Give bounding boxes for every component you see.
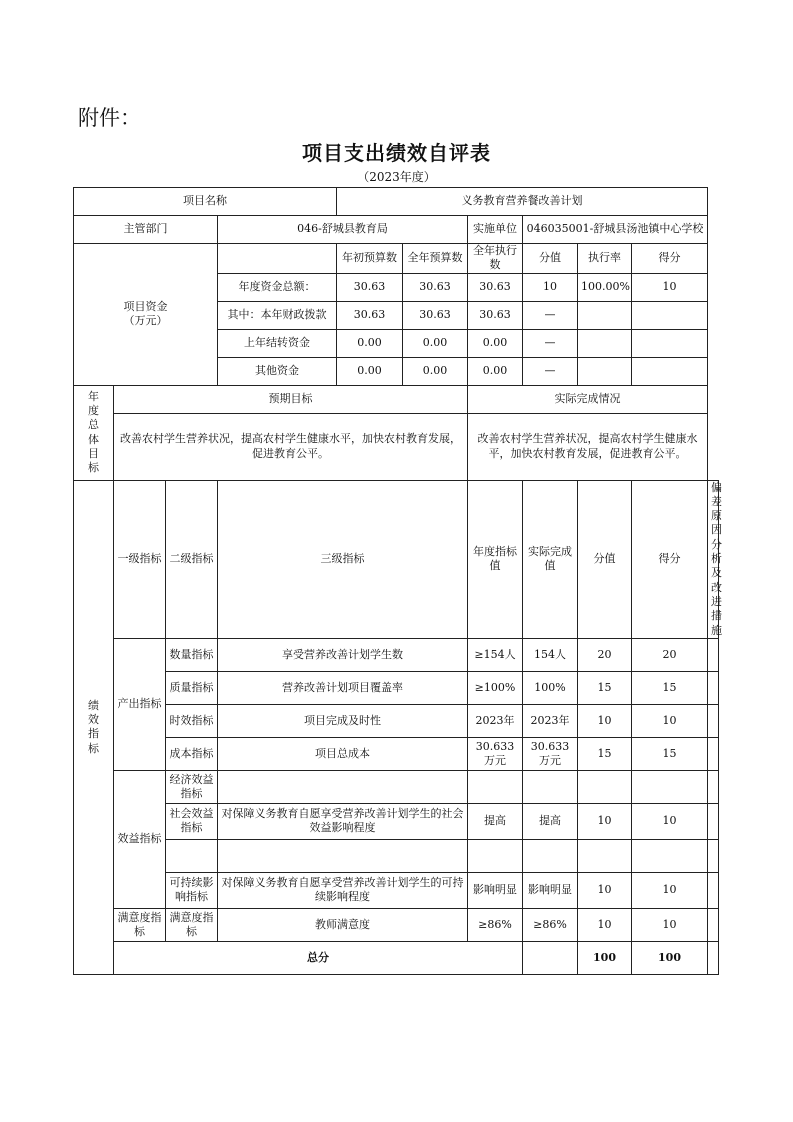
funds-cell: 30.63 [403,273,468,301]
score-value-cell: 10 [578,704,632,737]
note-cell [708,839,719,872]
goals-header-row [74,385,719,413]
actual-cell: 提高 [523,803,578,839]
funds-header: 全年预算数 [403,244,468,274]
document-year: （2023年度） [357,170,436,184]
project-name-row [74,188,719,216]
funds-row-label: 其他资金 [218,357,337,385]
funds-cell: 0.00 [403,357,468,385]
total-score: 100 [632,941,708,974]
score-value-cell: 10 [578,908,632,941]
funds-cell: — [523,301,578,329]
funds-cell: 0.00 [337,329,403,357]
funds-cell: — [523,329,578,357]
benefit-row-social [74,803,719,839]
actual-cell: 100% [523,671,578,704]
target-cell [468,839,523,872]
total-score-value: 100 [578,941,632,974]
indicator-header: 得分 [632,480,708,638]
target-cell: 提高 [468,803,523,839]
department-row [74,216,719,244]
total-actual [523,941,578,974]
output-row-timeliness [74,704,719,737]
funds-label-line1: 项目资金 [123,300,168,313]
indicator-header: 偏差原因分析及改进措施 [708,480,719,638]
score-cell: 10 [632,908,708,941]
benefit-row-sustainable [74,872,719,908]
funds-cell: 0.00 [468,357,523,385]
funds-cell: 30.63 [337,301,403,329]
funds-cell: 0.00 [337,357,403,385]
funds-cell: 30.63 [468,273,523,301]
funds-cell [578,329,632,357]
goals-side-label [74,385,114,480]
funds-cell: 0.00 [468,329,523,357]
output-row-cost [74,737,719,770]
target-cell: ≥154人 [468,638,523,671]
indicators-side-label-text: 绩效指标 [88,698,99,755]
level2-cell: 满意度指标 [166,908,218,941]
level2-cell: 可持续影响指标 [166,872,218,908]
total-note [708,941,719,974]
funds-header: 全年执行数 [468,244,523,274]
note-cell [708,671,719,704]
level3-cell: 享受营养改善计划学生数 [218,638,468,671]
actual-cell: 2023年 [523,704,578,737]
score-value-cell: 20 [578,638,632,671]
implementing-unit-label: 实施单位 [468,216,523,244]
funds-cell: 10 [632,273,708,301]
level3-cell [218,770,468,803]
benefit-indicator-label: 效益指标 [114,770,166,908]
funds-cell: — [523,357,578,385]
indicator-header: 三级指标 [218,480,468,638]
target-cell: 影响明显 [468,872,523,908]
actual-cell: 30.633万元 [523,737,578,770]
score-value-cell [578,839,632,872]
funds-cell: 30.63 [403,301,468,329]
level2-cell [166,839,218,872]
satisfaction-row [74,908,719,941]
level3-cell [218,839,468,872]
implementing-unit-value: 046035001-舒城县汤池镇中心学校 [523,216,708,244]
project-name-value: 义务教育营养餐改善计划 [337,188,708,216]
target-cell: ≥100% [468,671,523,704]
target-cell: 30.633万元 [468,737,523,770]
funds-cell: 0.00 [403,329,468,357]
score-value-cell: 15 [578,671,632,704]
indicator-header: 年度指标值 [468,480,523,638]
level2-cell: 成本指标 [166,737,218,770]
department-value: 046-舒城县教育局 [218,216,468,244]
indicator-header: 一级指标 [114,480,166,638]
funds-header: 得分 [632,244,708,274]
funds-label-line2: （万元） [123,314,168,328]
note-cell [708,908,719,941]
level3-cell: 对保障义务教育自愿享受营养改善计划学生的社会效益影响程度 [218,803,468,839]
score-cell: 10 [632,803,708,839]
level2-cell: 经济效益指标 [166,770,218,803]
document-title: 项目支出绩效自评表 [302,141,491,165]
benefit-row-economic [74,770,719,803]
note-cell [708,704,719,737]
funds-cell [578,357,632,385]
level3-cell: 营养改善计划项目覆盖率 [218,671,468,704]
project-name-label: 项目名称 [74,188,337,216]
indicator-header: 二级指标 [166,480,218,638]
actual-goal-text: 改善农村学生营养状况，提高农村学生健康水平，加快农村教育发展，促进教育公平。 [468,413,708,480]
expected-goal-text: 改善农村学生营养状况，提高农村学生健康水平，加快农村教育发展，促进教育公平。 [114,413,468,480]
attachment-label: 附件： [78,106,141,130]
output-row-quality [74,671,719,704]
score-value-cell [578,770,632,803]
funds-cell: 10 [523,273,578,301]
actual-goal-header: 实际完成情况 [468,385,708,413]
funds-header-blank [218,244,337,274]
total-label: 总分 [114,941,523,974]
score-value-cell: 10 [578,803,632,839]
actual-cell [523,770,578,803]
score-cell: 15 [632,671,708,704]
expected-goal-header: 预期目标 [114,385,468,413]
self-evaluation-table [73,187,723,975]
actual-cell: 影响明显 [523,872,578,908]
target-cell: 2023年 [468,704,523,737]
level2-cell: 数量指标 [166,638,218,671]
funds-label [74,244,218,386]
score-cell [632,839,708,872]
department-label: 主管部门 [74,216,218,244]
funds-cell [632,301,708,329]
level2-cell: 时效指标 [166,704,218,737]
score-cell: 10 [632,872,708,908]
funds-cell [578,301,632,329]
funds-header: 年初预算数 [337,244,403,274]
note-cell [708,803,719,839]
funds-cell [632,357,708,385]
level3-cell: 对保障义务教育自愿享受营养改善计划学生的可持续影响程度 [218,872,468,908]
funds-cell: 100.00% [578,273,632,301]
level3-cell: 项目完成及时性 [218,704,468,737]
note-cell [708,638,719,671]
funds-header: 执行率 [578,244,632,274]
level3-cell: 教师满意度 [218,908,468,941]
score-value-cell: 10 [578,872,632,908]
score-value-cell: 15 [578,737,632,770]
score-cell: 15 [632,737,708,770]
funds-row-label: 其中：本年财政拨款 [218,301,337,329]
funds-cell: 30.63 [468,301,523,329]
level3-cell: 项目总成本 [218,737,468,770]
level2-cell: 质量指标 [166,671,218,704]
goals-content-row [74,413,719,480]
note-cell [708,770,719,803]
actual-cell [523,839,578,872]
goals-side-label-text: 年度总体目标 [88,389,99,475]
benefit-row-blank [74,839,719,872]
actual-cell: ≥86% [523,908,578,941]
note-cell [708,872,719,908]
score-cell: 20 [632,638,708,671]
indicators-header-row [74,480,719,638]
output-indicator-label: 产出指标 [114,638,166,770]
funds-cell [632,329,708,357]
note-cell [708,737,719,770]
target-cell [468,770,523,803]
score-cell: 10 [632,704,708,737]
total-row [74,941,719,974]
funds-cell: 30.63 [337,273,403,301]
level2-cell: 社会效益指标 [166,803,218,839]
output-row-quantity [74,638,719,671]
funds-header-row [74,244,719,274]
satisfaction-indicator-label: 满意度指标 [114,908,166,941]
funds-row-label: 年度资金总额： [218,273,337,301]
target-cell: ≥86% [468,908,523,941]
indicator-header: 分值 [578,480,632,638]
indicators-side-label [74,480,114,974]
actual-cell: 154人 [523,638,578,671]
funds-row-label: 上年结转资金 [218,329,337,357]
indicator-header: 实际完成值 [523,480,578,638]
funds-header: 分值 [523,244,578,274]
score-cell [632,770,708,803]
